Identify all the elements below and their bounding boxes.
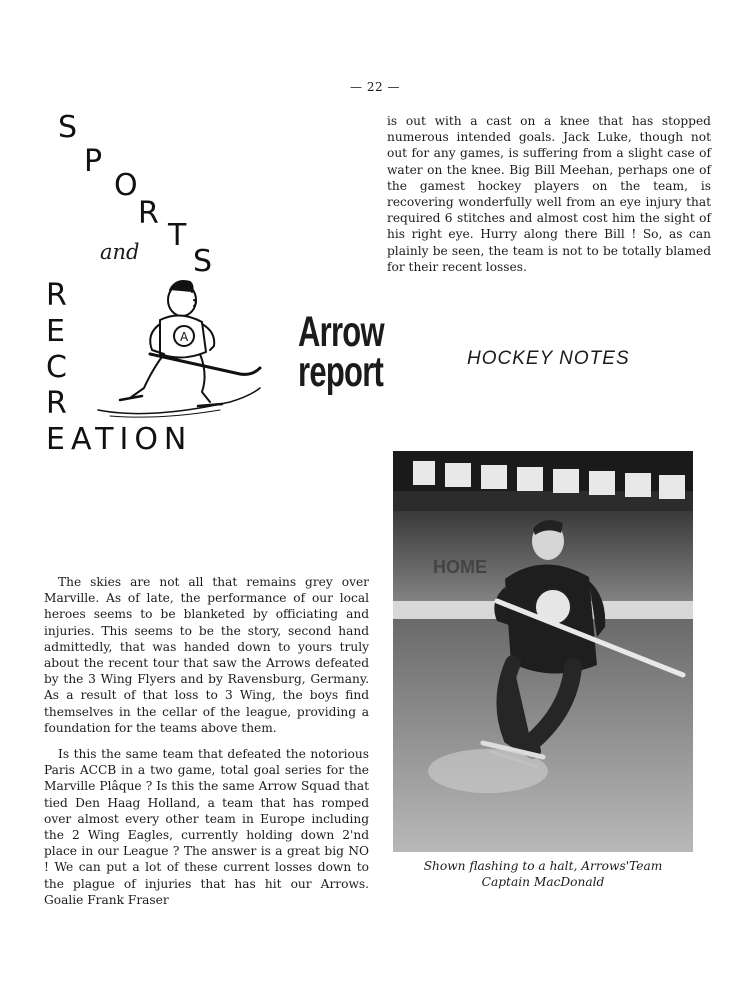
svg-text:A: A xyxy=(180,330,189,344)
masthead-recreation-word: EATION xyxy=(46,422,193,457)
photo-image xyxy=(393,451,693,852)
article-subtitle: HOCKEY NOTES xyxy=(467,348,630,369)
page-number: — 22 — xyxy=(350,80,400,94)
masthead-and-word: and xyxy=(100,240,140,264)
photo-caption xyxy=(393,858,693,890)
masthead-letter: S xyxy=(58,110,78,145)
masthead-letter: E xyxy=(46,314,65,349)
masthead-letter: P xyxy=(84,144,103,179)
masthead-letter: R xyxy=(46,386,67,421)
masthead-letter: R xyxy=(138,196,159,231)
sports-recreation-masthead xyxy=(40,110,270,470)
masthead-letter: O xyxy=(114,168,138,203)
masthead-letter: T xyxy=(168,218,187,253)
title-line-report: report xyxy=(298,348,384,396)
left-column-paragraph-1: The skies are not all that remains grey over Marville. As of late, the performance of our local heroes seems to be blanketed by officiating and injuries. This seems to be the story, second hand admittedly, that was handed down to yours truly about the recent tour that saw the Arrows defeated by the 3 Wing Flyers and by Ravensburg, Germany. As a result of that loss to 3 Wing, the boys find themselves in the cellar of the league, providing a foundation for the teams above them. xyxy=(44,575,369,735)
article-title xyxy=(298,308,384,396)
hockey-player-photo xyxy=(393,451,693,852)
title-line-arrow: Arrow xyxy=(298,308,384,356)
right-column-paragraph: is out with a cast on a knee that has stopped numerous intended goals. Jack Luke, though not out for any games, is suffering from a slight case of water on the knee. Big Bill Meehan, perhaps one of the gamest hockey players on the team, is recovering wonderfully well from an eye injury that required 6 stitches and almost cost him the sight of his right eye. Hurry along there Bill ! So, as can plainly be seen, the team is not to be totally blamed for their recent losses. xyxy=(387,114,711,274)
cartoon-skater-illustration xyxy=(90,270,265,420)
caption-line-1: Shown flashing to a halt, Arrows'Team xyxy=(423,859,663,873)
masthead-letter: C xyxy=(46,350,67,385)
caption-line-2: Captain MacDonald xyxy=(481,875,605,889)
masthead-letter: R xyxy=(46,278,67,313)
left-column-paragraph-2: Is this the same team that defeated the notorious Paris ACCB in a two game, total goal series for the Marville Plâque ? Is this the same Arrow Squad that tied Den Haag Holland, a team that has romped over almost every other team in Europe including the 2 Wing Eagles, currently holding down 2'nd place in our League ? The answer is a great big NO ! We can put a lot of these current losses down to the plague of injuries that has hit our Arrows. Goalie Frank Fraser xyxy=(44,747,369,907)
masthead-letter: S xyxy=(193,244,213,279)
photo-board-text: HOME xyxy=(433,557,487,577)
